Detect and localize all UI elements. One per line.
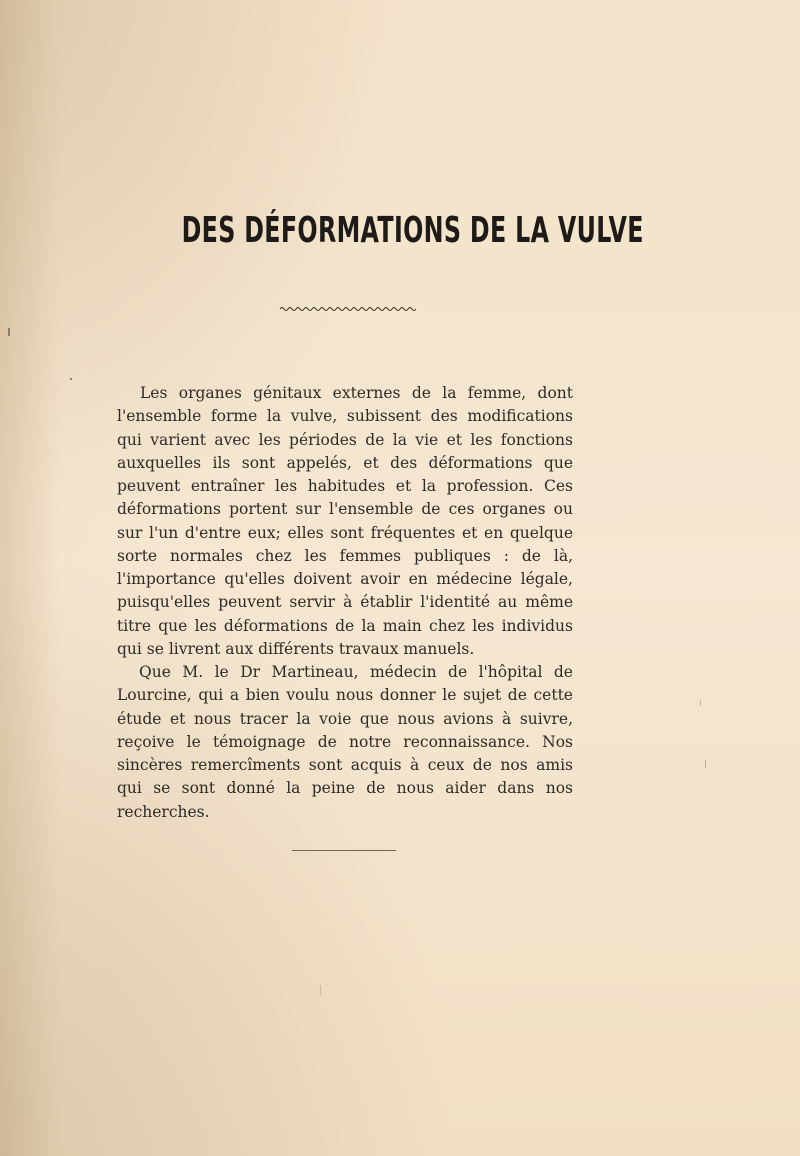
margin-speck: [700, 700, 701, 706]
chapter-title: DES DÉFORMATIONS DE LA VULVE: [181, 210, 644, 251]
margin-speck: [8, 328, 10, 336]
paragraph-intro: Les organes génitaux externes de la femme, dont l'ensemble forme la vulve, subissent des modifications qui varient avec les périodes de la vie et les fonctions auxquelles ils sont appelés, et des déformations que peuvent entraîner les habitudes et la profession. Ces déformations portent sur l'ensemble de ces organes ou sur l'un d'entre eux; elles sont fréquentes et en quelque sorte normales chez les femmes publiques : de là, l'importance qu'elles doivent avoir en médecine légale, puisqu'elles peuvent servir à établir l'identité au même titre que les déformations de la main chez les individus qui se livrent aux différents travaux manuels.: [117, 384, 573, 658]
body-text: [117, 382, 573, 824]
wavy-divider: [278, 303, 420, 315]
end-rule: [292, 850, 396, 852]
paragraph-acknowledgements: Que M. le Dr Martineau, médecin de l'hôpital de Lourcine, qui a bien voulu nous donner le sujet de cette étude et nous tracer la voie que nous avions à suivre, reçoive le témoignage de notre reconnaissance. Nos sincères remercîments sont acquis à ceux de nos amis qui se sont donné la peine de nous aider dans nos recherches.: [117, 663, 573, 821]
margin-speck: [320, 985, 321, 995]
margin-speck: [705, 760, 706, 768]
margin-speck: [70, 378, 72, 380]
